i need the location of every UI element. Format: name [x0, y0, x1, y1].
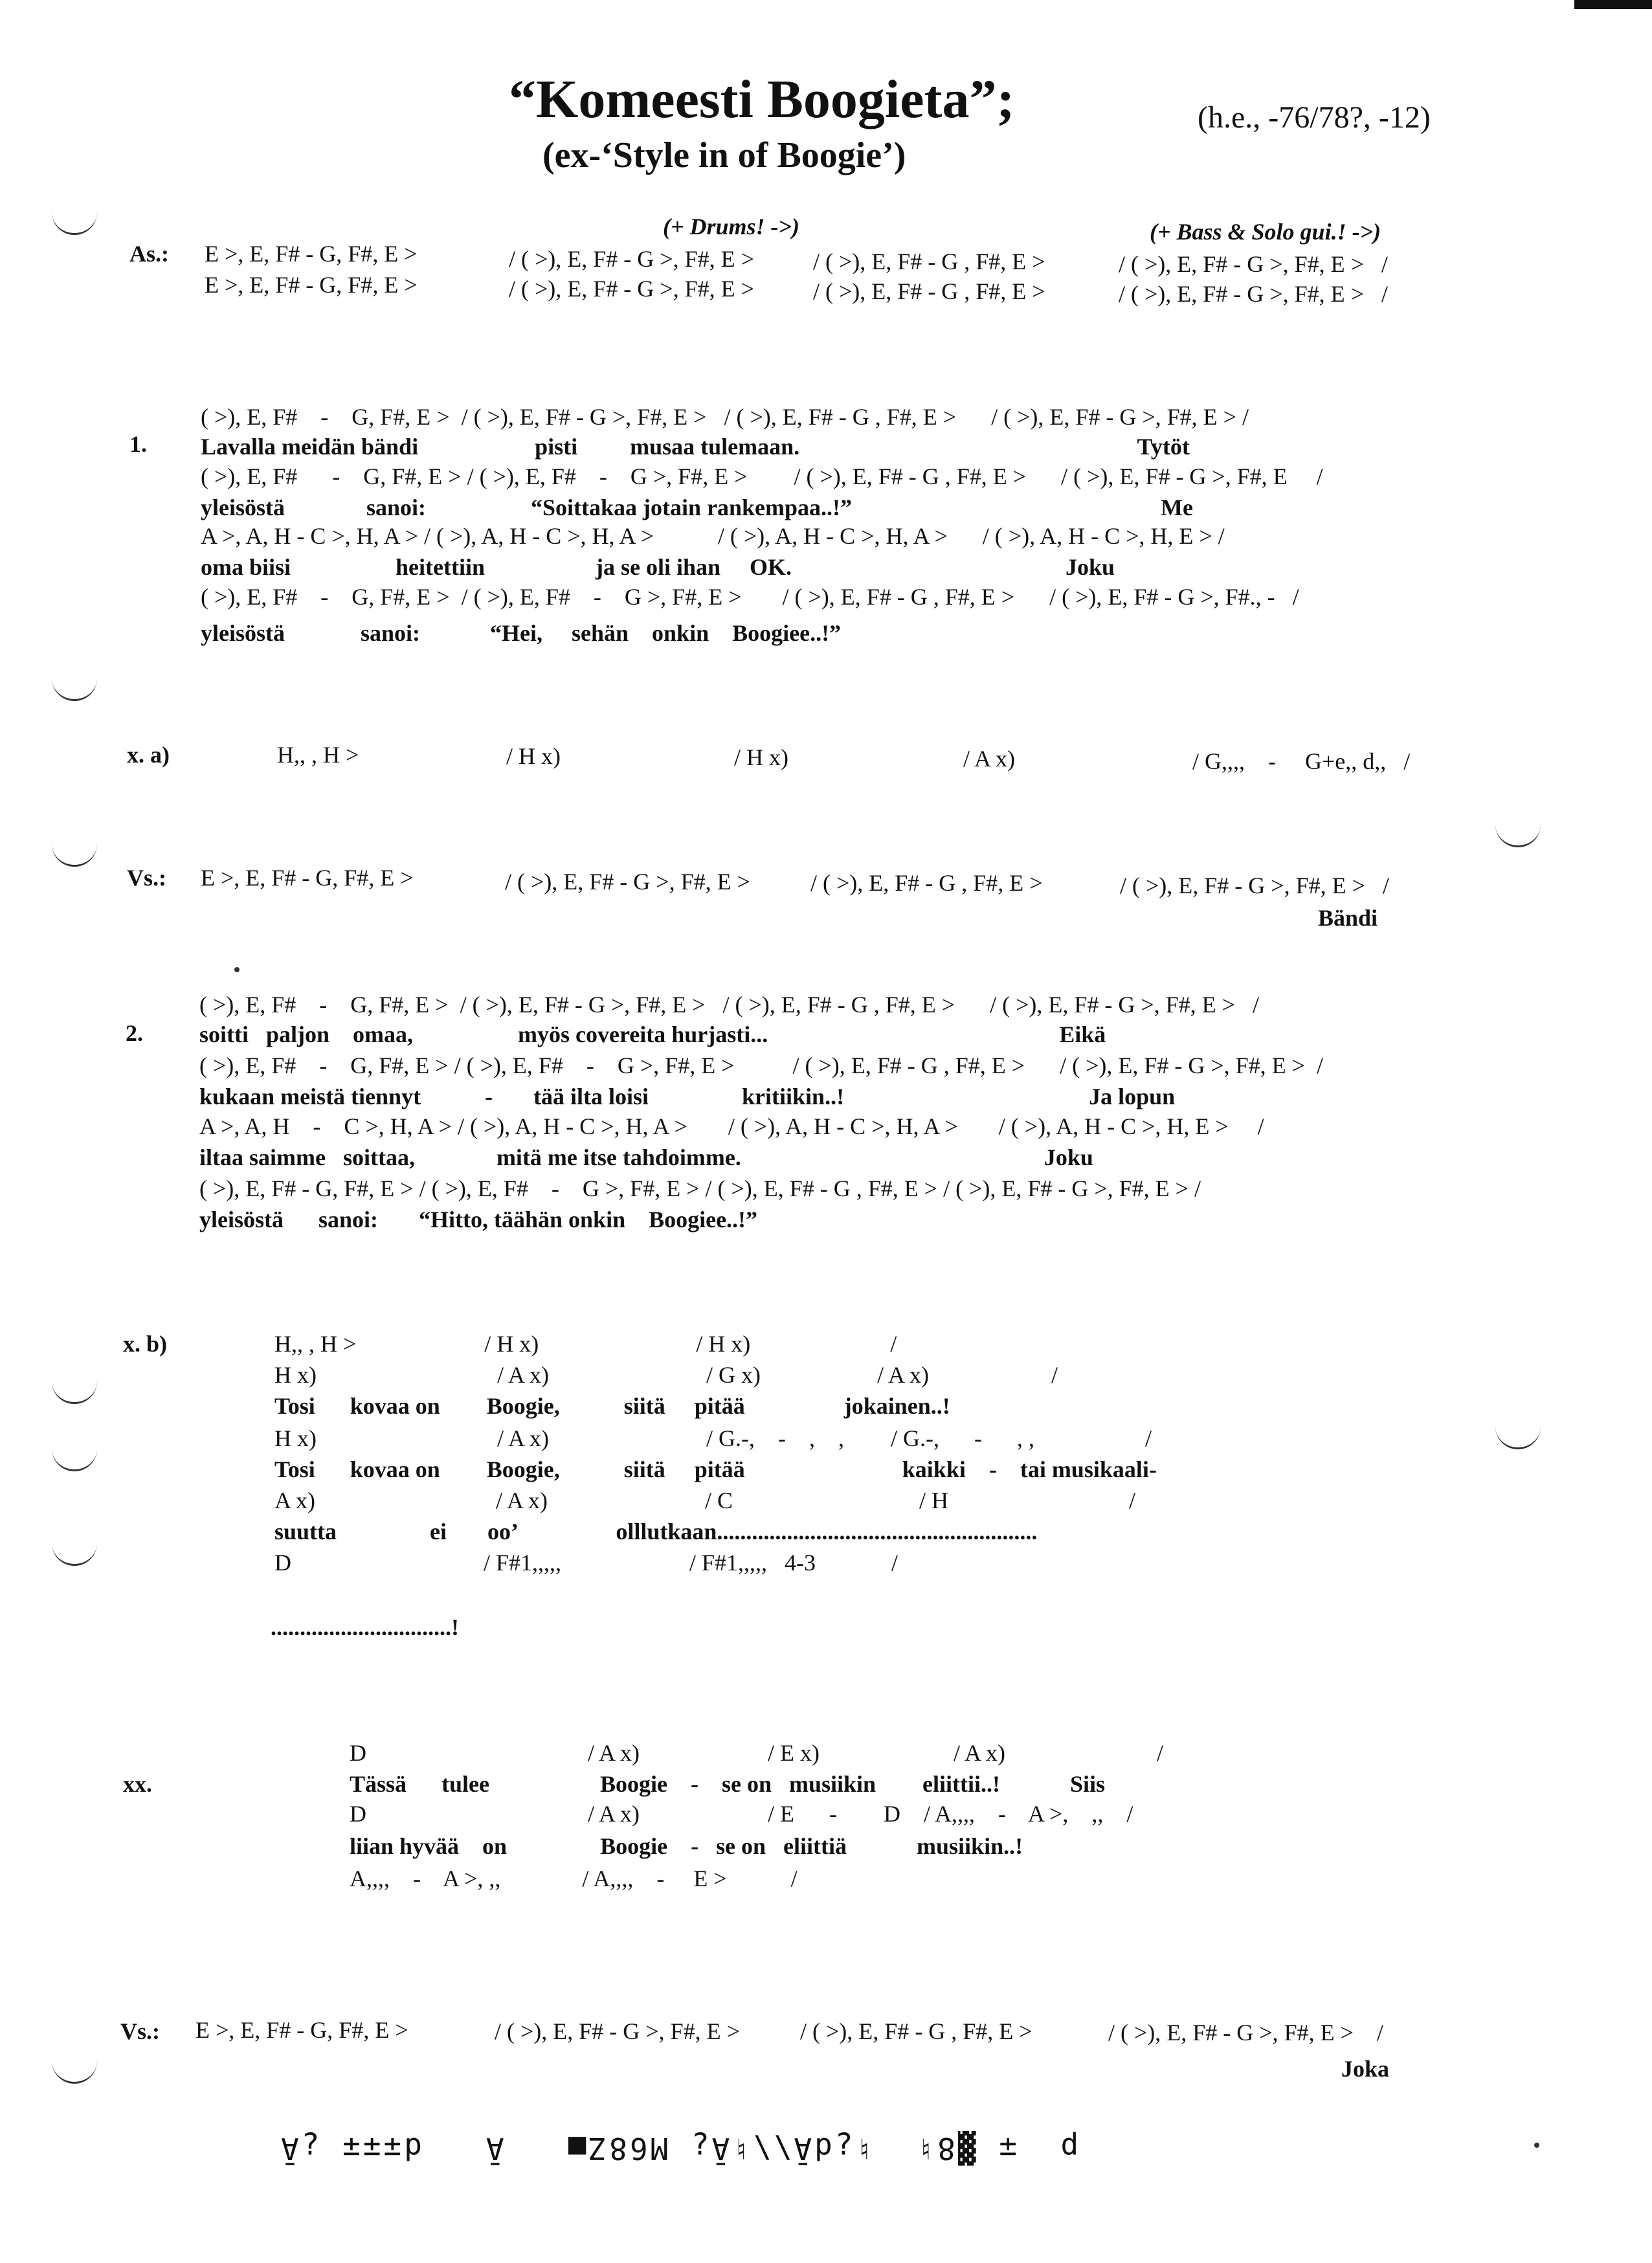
drums-cue: (+ Drums! ->) — [663, 214, 800, 240]
punch-hole-mark — [52, 210, 97, 235]
lyric-line: yleisöstä sanoi: “Hei, sehän onkin Boogiee..!” — [201, 620, 842, 646]
chord-line: A >, A, H - C >, H, A > / ( >), A, H - C >, H, A > / ( >), A, H - C >, H, A > / ( >), A, H - C >, H, E > / — [201, 523, 1225, 549]
page-title: “Komeesti Boogieta”; — [509, 69, 1015, 129]
lyric-line: Lavalla meidän bändi pisti musaa tulemaan. Tytöt — [201, 434, 1190, 460]
chord-cell: / ( >), E, F# - G , F#, E > — [813, 278, 1045, 304]
chord-cell: E >, E, F# - G, F#, E > — [201, 865, 414, 891]
chord-cell: / ( >), E, F# - G , F#, E > — [800, 2018, 1032, 2044]
section-label-vs: Vs.: — [120, 2018, 160, 2044]
section-label-x-b: x. b) — [123, 1331, 168, 1357]
lyric-line: suutta ei oo’ olllutkaan....................................................... — [274, 1519, 1038, 1544]
chord-line: D / A x) / E x) / A x) / — [350, 1740, 1164, 1766]
chord-cell: E >, E, F# - G, F#, E > — [195, 2017, 408, 2043]
lyric-line: liian hyvää on Boogie - se on eliittiä musiikin..! — [350, 1833, 1023, 1859]
lyric-line: Tässä tulee Boogie - se on musiikin eliittii..! Siis — [350, 1771, 1106, 1797]
lyric-line: soitti paljon omaa, myös covereita hurjasti... Eikä — [199, 1021, 1106, 1047]
chord-line: ( >), E, F# - G, F#, E > / ( >), E, F# - G >, F#, E > / ( >), E, F# - G , F#, E > / ( >), E, F# - G >, F#, E > / — [199, 1176, 1201, 1201]
page-subtitle: (ex-‘Style in of Boogie’) — [542, 135, 906, 175]
chord-line: ( >), E, F# - G, F#, E > / ( >), E, F# - G >, F#, E > / ( >), E, F# - G , F#, E > / ( >), E, F# - G >, F#, E > / — [199, 992, 1259, 1018]
chord-cell: / H x) — [506, 743, 561, 769]
chord-line: ( >), E, F# - G, F#, E > / ( >), E, F# - G >, F#, E > / ( >), E, F# - G , F#, E > / ( >), E, F# - G >, F#, E / — [201, 463, 1323, 489]
lyric-line: yleisöstä sanoi: “Soittakaa jotain rankempaa..!” Me — [201, 495, 1193, 520]
section-label-verse-2: 2. — [126, 1020, 143, 1046]
lyric-cue: Joka — [1341, 2056, 1390, 2082]
page-edge-mark — [1574, 0, 1652, 9]
punch-hole-mark — [52, 1379, 97, 1404]
chord-cell: E >, E, F# - G, F#, E > — [205, 272, 418, 298]
song-meta: (h.e., -76/78?, -12) — [1198, 100, 1431, 135]
punch-hole-mark — [52, 1541, 97, 1566]
chord-line: ( >), E, F# - G, F#, E > / ( >), E, F# - G >, F#, E > / ( >), E, F# - G , F#, E > / ( >), E, F# - G >, F#, E > / — [201, 404, 1249, 430]
bass-cue: (+ Bass & Solo gui.! ->) — [1150, 219, 1381, 245]
lyric-line: kukaan meistä tiennyt - tää ilta loisi kritiikin..! Ja lopun — [199, 1084, 1176, 1109]
chord-line: H x) / A x) / G.-, - , , / G.-, - , , / — [274, 1425, 1152, 1451]
punch-hole-mark — [52, 676, 97, 701]
lyric-line: oma biisi heitettiin ja se oli ihan OK. Joku — [201, 554, 1115, 580]
chord-line: H,, , H > / H x) / H x) / — [274, 1331, 897, 1357]
chord-cell: / ( >), E, F# - G >, F#, E > — [509, 276, 754, 302]
chord-cell: / G,,,, - G+e,, d,, / — [1192, 748, 1411, 774]
chord-line: H x) / A x) / G x) / A x) / — [274, 1362, 1058, 1388]
chord-line: D / A x) / E - D / A,,,, - A >, ,, / — [350, 1801, 1133, 1827]
chord-cell: / ( >), E, F# - G >, F#, E > — [505, 869, 750, 895]
chord-cell: / ( >), E, F# - G >, F#, E > — [495, 2018, 740, 2044]
section-label-xx: xx. — [123, 1771, 152, 1797]
lyric-line: Tosi kovaa on Boogie, siitä pitää jokainen..! — [274, 1393, 950, 1419]
punch-hole-mark — [52, 842, 97, 867]
chord-cell: / ( >), E, F# - G >, F#, E > / — [1119, 281, 1388, 307]
chord-cell: / ( >), E, F# - G >, F#, E > / — [1120, 873, 1389, 898]
chord-line: A,,,, - A >, ,, / A,,,, - E > / — [350, 1866, 798, 1891]
section-label-verse-1: 1. — [129, 431, 147, 457]
chord-cell: H,, , H > — [277, 742, 359, 768]
lyric-line: ...............................! — [271, 1614, 459, 1640]
chord-cell: / H x) — [734, 744, 788, 770]
chord-cell: / ( >), E, F# - G >, F#, E > / — [1108, 2020, 1383, 2046]
section-label-x-a: x. a) — [127, 742, 170, 768]
chord-line: ( >), E, F# - G, F#, E > / ( >), E, F# - G >, F#, E > / ( >), E, F# - G , F#, E > / ( >), E, F# - G >, F#., - / — [201, 584, 1299, 610]
chord-cell: / A x) — [963, 746, 1016, 772]
chord-cell: E >, E, F# - G, F#, E > — [205, 241, 418, 267]
chord-cell: / ( >), E, F# - G >, F#, E > / — [1119, 251, 1388, 277]
stray-dot — [1534, 2143, 1539, 2148]
stray-dot — [234, 967, 240, 972]
section-label-vs: Vs.: — [127, 865, 166, 891]
chord-cell: / ( >), E, F# - G >, F#, E > — [509, 246, 754, 272]
lyric-line: Tosi kovaa on Boogie, siitä pitää kaikki - tai musikaali- — [274, 1456, 1157, 1482]
punch-hole-mark — [1495, 1424, 1541, 1449]
chord-cell: / ( >), E, F# - G , F#, E > — [813, 249, 1045, 274]
punch-hole-mark — [1495, 822, 1541, 847]
section-label-as: As.: — [129, 241, 169, 267]
lyric-cue: Bändi — [1318, 905, 1378, 931]
chord-line: A >, A, H - C >, H, A > / ( >), A, H - C >, H, A > / ( >), A, H - C >, H, A > / ( >), A, H - C >, H, E > / — [199, 1113, 1264, 1139]
punch-hole-mark — [52, 1446, 97, 1471]
chord-line: A x) / A x) / C / H / — [274, 1488, 1136, 1513]
punch-hole-mark — [52, 2058, 97, 2084]
upside-down-footer-text: p ∓ ▓8♮ ♮¿dĀ\\♮Ā¿ M68Z■ Ā d∓∓∓ ¿Ā — [278, 2131, 1079, 2166]
lyric-line: iltaa saimme soittaa, mitä me itse tahdoimme. Joku — [199, 1144, 1093, 1170]
chord-line: D / F#1,,,,, / F#1,,,,, 4-3 / — [274, 1550, 899, 1576]
lyric-line: yleisöstä sanoi: “Hitto, täähän onkin Boogiee..!” — [199, 1207, 758, 1232]
chord-cell: / ( >), E, F# - G , F#, E > — [810, 870, 1043, 896]
chord-line: ( >), E, F# - G, F#, E > / ( >), E, F# - G >, F#, E > / ( >), E, F# - G , F#, E > / ( >), E, F# - G >, F#, E > / — [199, 1053, 1323, 1078]
